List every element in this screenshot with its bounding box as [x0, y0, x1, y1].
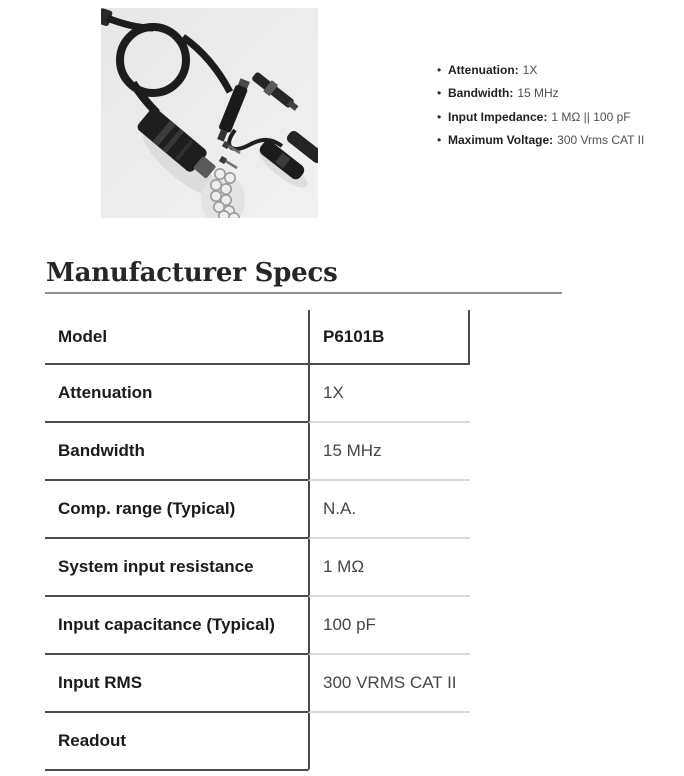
highlight-value: 300 Vrms CAT II	[557, 133, 645, 148]
highlight-label: Bandwidth:	[448, 86, 514, 101]
manufacturer-specs-table	[45, 310, 470, 771]
spec-value: 1X	[308, 365, 470, 423]
probe-photo-illustration	[101, 8, 318, 218]
spec-label: Readout	[45, 713, 308, 771]
spec-value: P6101B	[308, 310, 470, 365]
list-item	[437, 58, 677, 82]
spec-label: Input RMS	[45, 655, 308, 713]
bullet-icon: •	[437, 133, 442, 148]
spec-label: Comp. range (Typical)	[45, 481, 308, 539]
spec-value: 1 MΩ	[308, 539, 470, 597]
spec-label: Input capacitance (Typical)	[45, 597, 308, 655]
highlight-value: 1X	[522, 62, 538, 77]
spec-value: 300 VRMS CAT II	[308, 655, 470, 713]
table-row	[45, 655, 470, 713]
spec-value: 100 pF	[308, 597, 470, 655]
table-row	[45, 423, 470, 481]
spec-label: Attenuation	[45, 365, 308, 423]
bullet-icon: •	[437, 62, 442, 77]
spec-label: System input resistance	[45, 539, 308, 597]
table-row	[45, 365, 470, 423]
spec-label: Bandwidth	[45, 423, 308, 481]
list-item	[437, 105, 677, 129]
spec-value: N.A.	[308, 481, 470, 539]
highlight-value: 1 MΩ || 100 pF	[551, 109, 631, 124]
table-row	[45, 713, 470, 771]
table-row	[45, 597, 470, 655]
highlight-label: Maximum Voltage:	[448, 133, 554, 148]
spec-label: Model	[45, 310, 308, 365]
table-row	[45, 539, 470, 597]
table-row	[45, 310, 470, 365]
spec-highlights-list	[437, 58, 677, 152]
highlight-label: Input Impedance:	[448, 109, 548, 124]
highlight-label: Attenuation:	[448, 62, 519, 77]
spec-value	[308, 713, 470, 771]
list-item	[437, 129, 677, 153]
product-photo	[101, 8, 318, 218]
spec-value: 15 MHz	[308, 423, 470, 481]
bullet-icon: •	[437, 86, 442, 101]
highlight-value: 15 MHz	[517, 86, 559, 101]
table-row	[45, 481, 470, 539]
bullet-icon: •	[437, 109, 442, 124]
list-item	[437, 82, 677, 106]
heading-rule	[45, 292, 562, 294]
section-title: Manufacturer Specs	[46, 257, 338, 288]
